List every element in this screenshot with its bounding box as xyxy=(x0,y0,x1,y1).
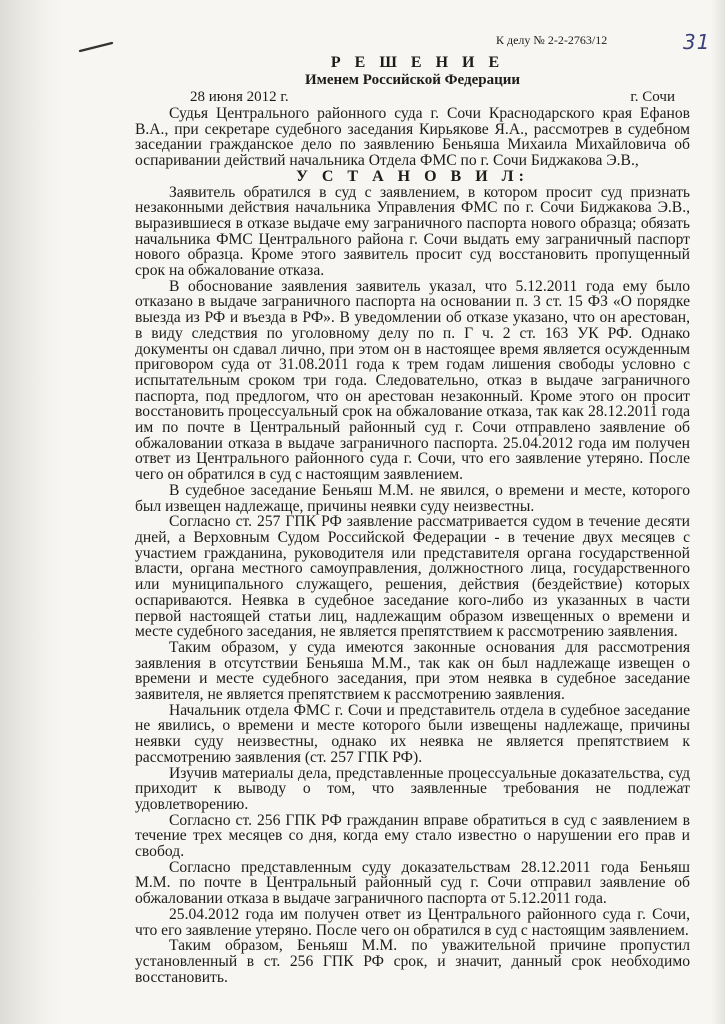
scan-shadow-left xyxy=(0,0,62,1024)
intro-paragraph: Судья Центрального районного суда г. Сочи Краснодарского края Ефанов В.А., при секретаре судебного заседания Кирьякове Я.А., рассмотрев в судебном заседании гражданское дело по заявлению Беньяша Михаила Михайловича об оспаривании действий начальника Отдела ФМС по г. Сочи Биджакова Э.В., xyxy=(135,105,690,170)
decision-date: 28 июня 2012 г. xyxy=(190,89,289,105)
body-paragraph: Начальник отдела ФМС г. Сочи и представитель отдела в судебное заседание не явились, о времени и месте которого были извещены надлежаще, причины неявки суду неизвестны, однако их неявка не является препятствием к рассмотрению заявления (ст. 257 ГПК РФ). xyxy=(135,701,690,766)
body-paragraph: Изучив материалы дела, представленные процессуальные доказательства, суд приходит к выводу о том, что заявленные требования не подлежат удовлетворению. xyxy=(135,764,690,813)
handwritten-page-number: 31 xyxy=(683,30,711,54)
document-body xyxy=(135,106,690,985)
document-subtitle: Именем Российской Федерации xyxy=(304,72,521,88)
body-paragraph: Согласно ст. 257 ГПК РФ заявление рассматривается судом в течение десяти дней, а Верховным Судом Российской Федерации - в течение двух месяцев с участием гражданина, руководителя или представителя органа государственной власти, органа местного самоуправления, должностного лица, государственного или муниципального служащего, решения, действия (бездействие) которых оспариваются. Неявка в судебное заседание кого-либо из указанных в части первой настоящей статьи лиц, надлежащим образом извещенных о времени и месте судебного заседания, не является препятствием к рассмотрению заявления. xyxy=(135,513,690,641)
date-place-line xyxy=(190,89,675,106)
case-reference: К делу № 2-2-2763/12 xyxy=(496,33,608,47)
decision-city: г. Сочи xyxy=(630,89,675,105)
section-heading: У С Т А Н О В И Л: xyxy=(296,167,529,185)
scan-shadow-right xyxy=(711,0,725,1024)
body-paragraph: В обоснование заявления заявитель указал, что 5.12.2011 года ему было отказано в выдаче заграничного паспорта на основании п. 3 ст. 15 ФЗ «О порядке выезда из РФ и въезда в РФ». В уведомлении об отказе указано, что он арестован, в виду следствия по уголовному делу по п. Г ч. 2 ст. 163 УК РФ. Однако документы он сдавал лично, при этом он в настоящее время является осужденным приговором суда от 31.08.2011 года к трем годам лишения свободы условно с испытательным сроком три года. Следовательно, отказ в выдаче заграничного паспорта, под предлогом, что он арестован незаконный. Кроме этого он просит восстановить процессуальный срок на обжалование отказа, так как 28.12.2011 года им по почте в Центральный районный суд г. Сочи отправлено заявление об обжаловании отказа в выдаче заграничного паспорта. 25.04.2012 года им получен ответ из Центрального районного суда г. Сочи, что его заявление утеряно. После чего он обратился в суд с настоящим заявлением. xyxy=(135,277,690,484)
body-paragraph: Заявитель обратился в суд с заявлением, в котором просит суд признать незаконными действия начальника Управления ФМС по г. Сочи Биджакова Э.В., выразившиеся в отказе выдаче ему заграничного паспорта нового образца; обязать начальника ФМС Центрального района г. Сочи выдать ему заграничный паспорт нового образца. Кроме этого заявитель просит суд восстановить пропущенный срок на обжалование отказа. xyxy=(135,183,690,280)
pen-stroke-mark xyxy=(78,40,114,54)
body-paragraph: Согласно ст. 256 ГПК РФ гражданин вправе обратиться в суд с заявлением в течение трех месяцев со дня, когда ему стало известно о нарушении его прав и свобод. xyxy=(135,811,690,861)
body-paragraph: Таким образом, у суда имеются законные основания для рассмотрения заявления в отсутствии Беньяша М.М., так как он был надлежаще извещен о времени и месте судебного заседания, при этом неявка в судебное заседание заявителя, не является препятствием к рассмотрению заявления. xyxy=(135,638,690,704)
document-title: Р Е Ш Е Н И Е xyxy=(330,54,505,71)
body-paragraph: Согласно представленным суду доказательствам 28.12.2011 года Беньяш М.М. по почте в Центральный районный суд г. Сочи отправил заявление об обжаловании отказа в выдаче заграничного паспорта от 5.12.2011 года. xyxy=(135,858,690,908)
body-paragraph: Таким образом, Беньяш М.М. по уважительной причине пропустил установленный в ст. 256 ГПК РФ срок, и значит, данный срок необходимо восстановить. xyxy=(135,937,690,986)
body-paragraph: 25.04.2012 года им получен ответ из Центрального районного суда г. Сочи, что его заявление утеряно. После чего он обратился в суд с настоящим заявлением. xyxy=(135,905,690,939)
body-paragraph: В судебное заседание Беньяш М.М. не явился, о времени и месте, которого был извещен надлежаще, причины неявки суду неизвестны. xyxy=(135,481,690,515)
